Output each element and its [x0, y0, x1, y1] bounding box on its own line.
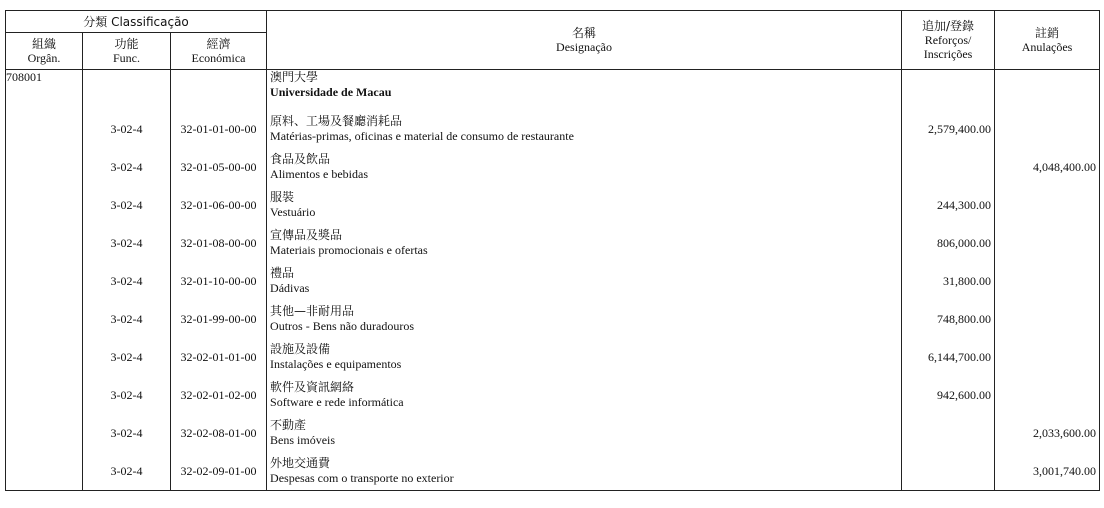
designation-pt: Instalações e equipamentos [270, 357, 402, 371]
function-code: 3-02-4 [83, 452, 171, 491]
reinforcement-amount [902, 452, 995, 491]
empty-cell [83, 70, 171, 111]
designation-pt: Dádivas [270, 281, 310, 295]
organ-cell [6, 186, 83, 224]
economic-code: 32-01-10-00-00 [171, 262, 267, 300]
organ-cell [6, 338, 83, 376]
table-header [6, 11, 1100, 70]
reinforcement-amount: 31,800.00 [902, 262, 995, 300]
table-row [6, 262, 1100, 300]
designation-cell [267, 148, 902, 186]
function-code: 3-02-4 [83, 414, 171, 452]
designation-pt: Materiais promocionais e ofertas [270, 243, 428, 257]
organ-cell [6, 262, 83, 300]
reinforcement-amount: 806,000.00 [902, 224, 995, 262]
organ-cell [6, 300, 83, 338]
reinforcements-zh: 追加/登錄 [922, 19, 975, 33]
organ-cell [6, 452, 83, 491]
designation-zh: 不動產 [270, 418, 307, 432]
designation-pt: Bens imóveis [270, 433, 336, 447]
reinforcement-amount: 2,579,400.00 [902, 110, 995, 148]
table-row [6, 414, 1100, 452]
function-code: 3-02-4 [83, 186, 171, 224]
economic-code: 32-02-01-02-00 [171, 376, 267, 414]
reinforcement-amount: 748,800.00 [902, 300, 995, 338]
economic-code: 32-02-01-01-00 [171, 338, 267, 376]
annulment-amount [995, 300, 1100, 338]
economic-pt: Económica [191, 51, 246, 65]
designation-pt: Designação [556, 40, 613, 54]
function-code: 3-02-4 [83, 148, 171, 186]
annulment-amount: 2,033,600.00 [995, 414, 1100, 452]
designation-zh: 名稱 [572, 26, 597, 40]
designation-pt: Outros - Bens não duradouros [270, 319, 415, 333]
organ-zh: 組織 [31, 37, 56, 51]
organization-row [6, 70, 1100, 111]
reinforcement-amount: 244,300.00 [902, 186, 995, 224]
designation-cell [267, 414, 902, 452]
reinforcement-amount [902, 414, 995, 452]
designation-cell [267, 186, 902, 224]
function-code: 3-02-4 [83, 110, 171, 148]
table-body [6, 70, 1100, 491]
inscriptions-pt: Inscrições [923, 47, 973, 61]
annulment-amount [995, 110, 1100, 148]
designation-header [267, 11, 902, 70]
economic-code: 32-01-99-00-00 [171, 300, 267, 338]
organ-cell [6, 376, 83, 414]
designation-zh: 宣傳品及獎品 [270, 228, 343, 242]
reinforcement-amount: 6,144,700.00 [902, 338, 995, 376]
table-row [6, 148, 1100, 186]
table-row [6, 300, 1100, 338]
function-pt: Func. [113, 51, 140, 65]
function-code: 3-02-4 [83, 338, 171, 376]
annulment-amount [995, 338, 1100, 376]
function-code: 3-02-4 [83, 224, 171, 262]
designation-cell [267, 452, 902, 491]
organization-code: 708001 [6, 70, 83, 111]
table-row [6, 186, 1100, 224]
organ-header [6, 33, 83, 70]
annulment-amount [995, 224, 1100, 262]
organ-cell [6, 148, 83, 186]
annulment-amount: 4,048,400.00 [995, 148, 1100, 186]
economic-code: 32-01-08-00-00 [171, 224, 267, 262]
designation-zh: 食品及飲品 [270, 152, 331, 166]
designation-pt: Software e rede informática [270, 395, 404, 409]
annulments-pt: Anulações [1021, 40, 1073, 54]
economic-code: 32-01-05-00-00 [171, 148, 267, 186]
organization-name [267, 70, 902, 111]
organ-pt: Orgân. [27, 51, 61, 65]
annulment-amount [995, 186, 1100, 224]
organ-cell [6, 224, 83, 262]
function-code: 3-02-4 [83, 376, 171, 414]
designation-zh: 外地交通費 [270, 456, 331, 470]
designation-pt: Matérias-primas, oficinas e material de consumo de restaurante [270, 129, 574, 143]
function-header [83, 33, 171, 70]
empty-cell [995, 70, 1100, 111]
designation-zh: 禮品 [270, 266, 295, 280]
economic-code: 32-02-08-01-00 [171, 414, 267, 452]
economic-code: 32-01-01-00-00 [171, 110, 267, 148]
annulment-amount [995, 262, 1100, 300]
table-row [6, 376, 1100, 414]
classification-label: 分類 Classificação [83, 14, 189, 29]
empty-cell [171, 70, 267, 111]
designation-pt: Vestuário [270, 205, 316, 219]
table-row [6, 452, 1100, 491]
function-zh: 功能 [114, 37, 139, 51]
annulment-amount [995, 376, 1100, 414]
economic-code: 32-01-06-00-00 [171, 186, 267, 224]
classification-header [6, 11, 267, 33]
designation-zh: 軟件及資訊網絡 [270, 380, 355, 394]
designation-zh: 原料、工場及餐廳消耗品 [270, 114, 403, 128]
organization-name-pt: Universidade de Macau [270, 85, 392, 99]
function-code: 3-02-4 [83, 262, 171, 300]
organ-cell [6, 110, 83, 148]
designation-cell [267, 338, 902, 376]
designation-cell [267, 262, 902, 300]
budget-table [5, 10, 1100, 491]
reinforcement-amount: 942,600.00 [902, 376, 995, 414]
economic-zh: 經濟 [206, 37, 231, 51]
reinforcement-amount [902, 148, 995, 186]
reinforcements-pt: Reforços/ [924, 33, 972, 47]
reinforcements-header [902, 11, 995, 70]
table-row [6, 224, 1100, 262]
table-row [6, 338, 1100, 376]
designation-cell [267, 110, 902, 148]
table-row [6, 110, 1100, 148]
designation-pt: Alimentos e bebidas [270, 167, 369, 181]
designation-cell [267, 300, 902, 338]
designation-cell [267, 376, 902, 414]
organ-cell [6, 414, 83, 452]
economic-header [171, 33, 267, 70]
economic-code: 32-02-09-01-00 [171, 452, 267, 491]
designation-zh: 其他—非耐用品 [270, 304, 355, 318]
organization-name-zh: 澳門大學 [270, 70, 319, 84]
empty-cell [902, 70, 995, 111]
designation-cell [267, 224, 902, 262]
annulments-zh: 註銷 [1035, 26, 1060, 40]
annulment-amount: 3,001,740.00 [995, 452, 1100, 491]
designation-pt: Despesas com o transporte no exterior [270, 471, 454, 485]
annulments-header [995, 11, 1100, 70]
designation-zh: 服裝 [270, 190, 295, 204]
designation-zh: 設施及設備 [270, 342, 331, 356]
function-code: 3-02-4 [83, 300, 171, 338]
